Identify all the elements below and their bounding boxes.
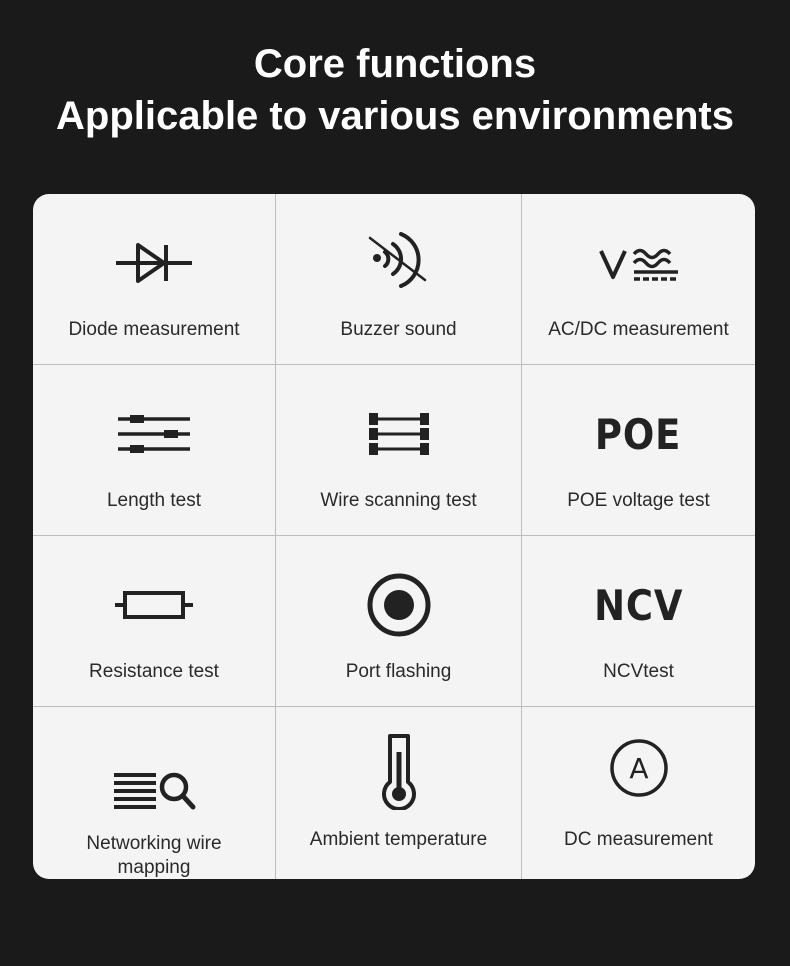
functions-panel [33,194,755,879]
poe-icon: POE [595,409,682,459]
function-label: Diode measurement [68,319,240,340]
function-label: Networking wire mapping [86,833,222,878]
heading-line-2: Applicable to various environments [56,94,734,138]
function-label: AC/DC measurement [548,319,729,340]
diode-icon [114,240,194,286]
function-cell-buzzer [276,194,522,365]
function-label: NCVtest [603,661,674,682]
resistor-icon [113,590,195,620]
functions-grid [33,194,755,879]
function-cell-poe [522,365,755,536]
function-cell-diode [33,194,276,365]
svg-text:A: A [628,752,649,785]
length-test-icon [116,411,192,457]
function-label: Ambient temperature [309,829,488,850]
function-cell-length-test [33,365,276,536]
heading-line-1: Core functions [253,42,537,86]
function-cell-wire-mapping [33,707,276,879]
wire-scan-icon [367,411,431,457]
function-label: Resistance test [89,661,219,682]
page-heading [0,38,790,142]
port-flash-icon [366,572,432,638]
buzzer-icon [367,230,431,296]
function-cell-resistance [33,536,276,707]
function-label: POE voltage test [567,490,710,511]
ammeter-icon [608,737,670,799]
ac-dc-icon [598,243,680,283]
function-cell-ncv [522,536,755,707]
function-cell-temperature [276,707,522,879]
thermometer-icon [379,730,419,810]
function-cell-port-flashing [276,536,522,707]
wire-map-search-icon [112,769,196,815]
ncv-icon: NCV [593,580,684,630]
function-label: Port flashing [345,661,452,682]
function-label: Length test [106,490,202,511]
function-cell-dc [522,707,755,879]
function-cell-wire-scanning [276,365,522,536]
function-label: Wire scanning test [320,490,477,511]
function-label: DC measurement [564,829,713,850]
function-label: Buzzer sound [340,319,457,340]
function-cell-ac-dc [522,194,755,365]
